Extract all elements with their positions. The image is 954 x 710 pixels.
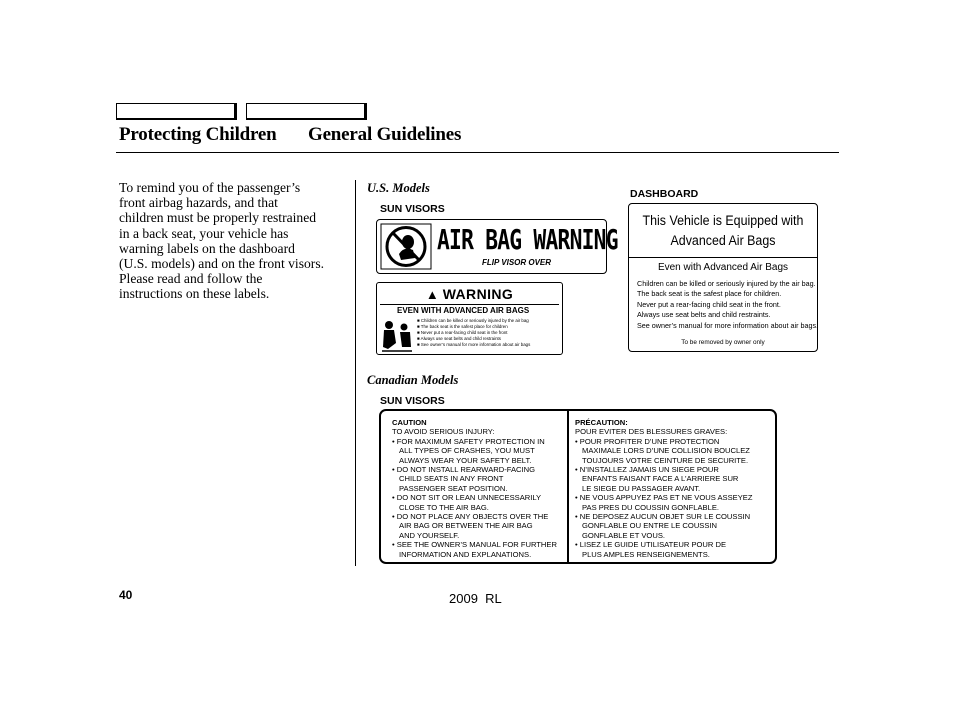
- precaution-line: GONFLABLE ET VOUS.: [582, 530, 665, 540]
- body-line: instructions on these labels.: [119, 286, 270, 302]
- warning-headline: EVEN WITH ADVANCED AIR BAGS: [397, 306, 530, 315]
- caution-line: • DO NOT INSTALL REARWARD-FACING: [392, 465, 536, 475]
- precaution-title: PRÉCAUTION:: [575, 418, 628, 427]
- caution-line: • SEE THE OWNER’S MANUAL FOR FURTHER: [392, 540, 557, 550]
- page-number: 40: [119, 588, 133, 602]
- body-line: front airbag hazards, and that: [119, 195, 278, 211]
- body-line: To remind you of the passenger’s: [119, 180, 301, 195]
- precaution-line: GONFLABLE OU ENTRE LE COUSSIN: [582, 521, 718, 531]
- dashboard-card-line: Never put a rear-facing child seat in the front.: [637, 299, 781, 309]
- dashboard-card-line: Children can be killed or seriously injured by the air bag.: [637, 279, 816, 288]
- dashboard-card-divider: [629, 257, 817, 258]
- us-sun-visors-label: SUN VISORS: [380, 203, 445, 215]
- precaution-line: LE SIEGE DU PASSAGER AVANT.: [582, 483, 701, 493]
- caution-line: AIR BAG OR BETWEEN THE AIR BAG: [399, 521, 533, 531]
- caution-line: • DO NOT SIT OR LEAN UNNECESSARILY: [392, 493, 542, 503]
- canadian-models-heading: Canadian Models: [367, 373, 459, 387]
- dashboard-card-title: [637, 211, 810, 251]
- caution-line: • DO NOT PLACE ANY OBJECTS OVER THE: [392, 512, 549, 522]
- caution-english: [392, 418, 557, 559]
- flip-visor-text: FLIP VISOR OVER: [482, 258, 552, 267]
- precaution-line: POUR EVITER DES BLESSURES GRAVES:: [575, 427, 728, 437]
- subsection-title: General Guidelines: [308, 124, 462, 145]
- body-line: in a back seat, your vehicle has: [119, 225, 289, 241]
- warning-line: ■ The back seat is the safest place for children: [417, 324, 508, 329]
- dashboard-label-card: [628, 203, 818, 352]
- dashboard-card-lines: [637, 279, 818, 331]
- dashboard-card-subhead: Even with Advanced Air Bags: [657, 262, 789, 273]
- warning-line: ■ Always use seat belts and child restraints: [417, 336, 501, 341]
- caution-title: CAUTION: [392, 418, 427, 427]
- footer-model: 2009 RL: [449, 591, 502, 606]
- child-seat-icon: [380, 317, 414, 353]
- precaution-line: • POUR PROFITER D’UNE PROTECTION: [575, 436, 720, 446]
- caution-line: CHILD SEATS IN ANY FRONT: [399, 474, 504, 484]
- airbag-warning-label: [376, 219, 618, 274]
- warning-divider: [380, 304, 559, 305]
- caution-line: INFORMATION AND EXPLANATIONS.: [399, 549, 532, 559]
- dashboard-title-line: Advanced Air Bags: [670, 233, 776, 248]
- caution-french: [575, 418, 753, 559]
- warning-header: [380, 286, 559, 304]
- precaution-line: PLUS AMPLES RENSEIGNEMENTS.: [582, 549, 710, 559]
- warning-label: [376, 282, 563, 355]
- warning-lines: [417, 318, 530, 348]
- precaution-line: • NE DEPOSEZ AUCUN OBJET SUR LE COUSSIN: [575, 512, 751, 522]
- caution-line: CLOSE TO THE AIR BAG.: [399, 502, 489, 512]
- us-models-heading: U.S. Models: [367, 181, 430, 195]
- warning-triangle-icon: ▲: [425, 287, 439, 302]
- precaution-line: • NE VOUS APPUYEZ PAS ET NE VOUS ASSEYEZ: [575, 493, 753, 503]
- precaution-line: • N’INSTALLEZ JAMAIS UN SIEGE POUR: [575, 465, 719, 475]
- precaution-line: PAS PRES DU COUSSIN GONFLABLE.: [582, 502, 720, 512]
- body-paragraph: [119, 180, 351, 302]
- precaution-line: MAXIMALE LORS D’UNE COLLISION BOUCLEZ: [582, 446, 750, 456]
- caution-line: AND YOURSELF.: [399, 530, 460, 540]
- column-divider: [355, 180, 356, 566]
- precaution-line: • LISEZ LE GUIDE UTILISATEUR POUR DE: [575, 540, 727, 550]
- dashboard-label: DASHBOARD: [630, 188, 699, 200]
- body-line: Please read and follow the: [119, 271, 263, 287]
- caution-line: ALL TYPES OF CRASHES, YOU MUST: [399, 446, 535, 456]
- warning-line: ■ Children can be killed or seriously injured by the air bag: [417, 318, 529, 323]
- caution-line: ALWAYS WEAR YOUR SAFETY BELT.: [399, 455, 532, 465]
- section-title: Protecting Children: [119, 124, 277, 145]
- warning-title: WARNING: [442, 286, 514, 302]
- header-tab-left: [116, 103, 237, 120]
- body-line: children must be properly restrained: [119, 210, 317, 226]
- dashboard-card-line: Always use seat belts and child restraints.: [637, 310, 771, 320]
- dashboard-card-footnote: To be removed by owner only: [681, 339, 765, 346]
- canadian-caution-label: [379, 409, 777, 564]
- caution-line: TO AVOID SERIOUS INJURY:: [392, 427, 495, 437]
- dashboard-title-line: This Vehicle is Equipped with: [642, 213, 804, 228]
- header-rule: [116, 152, 839, 153]
- body-line: warning labels on the dashboard: [119, 240, 295, 256]
- warning-line: ■ See owner’s manual for more information about air bags: [417, 342, 531, 347]
- body-line: (U.S. models) and on the front visors.: [119, 256, 325, 272]
- header-tab-right: [246, 103, 367, 120]
- dashboard-card-line: The back seat is the safest place for children.: [637, 289, 782, 299]
- canada-sun-visors-label: SUN VISORS: [380, 395, 445, 407]
- precaution-line: ENFANTS FAISANT FACE A L’ARRIERE SUR: [582, 474, 739, 484]
- precaution-line: TOUJOURS VOTRE CEINTURE DE SECURITE.: [582, 455, 749, 465]
- caution-line: • FOR MAXIMUM SAFETY PROTECTION IN: [392, 436, 545, 446]
- caution-line: PASSENGER SEAT POSITION.: [399, 483, 508, 493]
- caution-divider: [567, 411, 569, 562]
- airbag-warning-title: AIR BAG WARNING: [437, 223, 618, 256]
- dashboard-card-line: See owner’s manual for more information about air bags.: [637, 320, 819, 330]
- warning-line: ■ Never put a rear-facing child seat in the front: [417, 330, 508, 335]
